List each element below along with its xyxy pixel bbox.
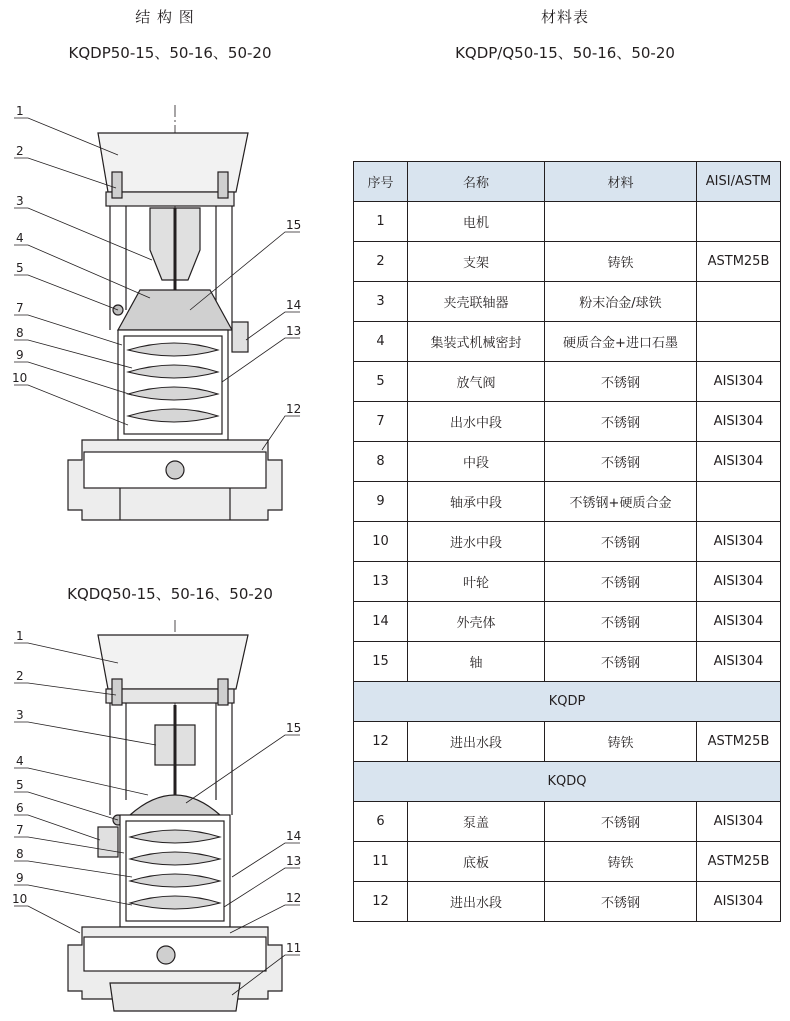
cell: 11 <box>354 842 408 882</box>
table-row <box>354 802 781 842</box>
callout-label: 14 <box>286 298 302 312</box>
cell: ASTM25B <box>697 722 781 762</box>
callout-label: 5 <box>16 778 24 792</box>
callout-label: 7 <box>16 823 24 837</box>
table-row <box>354 882 781 922</box>
section-label: KQDP <box>354 682 781 722</box>
cell: 不锈钢 <box>545 882 697 922</box>
kqdp-drawing-subtitle: KQDP50-15、50-16、50-20 <box>68 44 272 62</box>
table-header-row <box>354 162 781 202</box>
cell: 2 <box>354 242 408 282</box>
cell: AISI304 <box>697 442 781 482</box>
table-row <box>354 642 781 682</box>
cell: 13 <box>354 562 408 602</box>
section-label: KQDQ <box>354 762 781 802</box>
table-row <box>354 322 781 362</box>
cell: 硬质合金+进口石墨 <box>545 322 697 362</box>
materials-subtitle: KQDP/Q50-15、50-16、50-20 <box>455 44 675 62</box>
kqdp-sectional-drawing <box>0 100 320 530</box>
cell: 不锈钢 <box>545 362 697 402</box>
cell: 12 <box>354 722 408 762</box>
table-row <box>354 842 781 882</box>
table-row <box>354 202 781 242</box>
cell: 不锈钢 <box>545 522 697 562</box>
callout-label: 14 <box>286 829 302 843</box>
kqdq-drawing-subtitle: KQDQ50-15、50-16、50-20 <box>67 585 273 603</box>
callout-label: 12 <box>286 891 302 905</box>
cell: 不锈钢 <box>545 602 697 642</box>
cell: 14 <box>354 602 408 642</box>
materials-table <box>353 161 781 922</box>
cell: 泵盖 <box>408 802 545 842</box>
cell: 出水中段 <box>408 402 545 442</box>
cell: 夹壳联轴器 <box>408 282 545 322</box>
header-cell: 材料 <box>545 162 697 202</box>
cell <box>545 202 697 242</box>
cell: AISI304 <box>697 562 781 602</box>
header-cell: 名称 <box>408 162 545 202</box>
cell: 3 <box>354 282 408 322</box>
callout-label: 10 <box>12 371 28 385</box>
section-row-kqdp <box>354 682 781 722</box>
structure-title: 结 构 图 <box>135 8 195 26</box>
cell: 铸铁 <box>545 842 697 882</box>
cell: ASTM25B <box>697 842 781 882</box>
callout-label: 15 <box>286 721 302 735</box>
section-row-kqdq <box>354 762 781 802</box>
callout-label: 12 <box>286 402 302 416</box>
callout-label: 4 <box>16 231 24 245</box>
table-row <box>354 242 781 282</box>
cell: 5 <box>354 362 408 402</box>
cell: 轴承中段 <box>408 482 545 522</box>
cell: AISI304 <box>697 402 781 442</box>
callout-label: 8 <box>16 847 24 861</box>
callout-label: 4 <box>16 754 24 768</box>
callout-label: 5 <box>16 261 24 275</box>
table-row <box>354 402 781 442</box>
cell: 9 <box>354 482 408 522</box>
cell: AISI304 <box>697 522 781 562</box>
cell <box>697 282 781 322</box>
cell: 中段 <box>408 442 545 482</box>
callout-label: 13 <box>286 324 302 338</box>
table-row <box>354 482 781 522</box>
cell: 12 <box>354 882 408 922</box>
table-row <box>354 522 781 562</box>
header-cell: AISI/ASTM <box>697 162 781 202</box>
cell: 不锈钢 <box>545 562 697 602</box>
callout-label: 6 <box>16 801 24 815</box>
cell: 不锈钢 <box>545 802 697 842</box>
cell: 不锈钢 <box>545 442 697 482</box>
cell: 进出水段 <box>408 722 545 762</box>
cell: 4 <box>354 322 408 362</box>
cell: 铸铁 <box>545 722 697 762</box>
cell: 不锈钢+硬质合金 <box>545 482 697 522</box>
header-cell: 序号 <box>354 162 408 202</box>
cell: 15 <box>354 642 408 682</box>
cell: 电机 <box>408 202 545 242</box>
cell: AISI304 <box>697 882 781 922</box>
cell: 放气阀 <box>408 362 545 402</box>
cell: 不锈钢 <box>545 402 697 442</box>
callout-label: 2 <box>16 669 24 683</box>
callout-label: 11 <box>286 941 302 955</box>
cell: 6 <box>354 802 408 842</box>
cell: 外壳体 <box>408 602 545 642</box>
cell: AISI304 <box>697 362 781 402</box>
cell: 8 <box>354 442 408 482</box>
materials-title: 材料表 <box>540 8 589 26</box>
callout-label: 9 <box>16 348 24 362</box>
cell: 铸铁 <box>545 242 697 282</box>
cell: AISI304 <box>697 602 781 642</box>
cell <box>697 202 781 242</box>
table-row <box>354 362 781 402</box>
callout-label: 15 <box>286 218 302 232</box>
table-row <box>354 282 781 322</box>
table-row <box>354 442 781 482</box>
callout-label: 10 <box>12 892 28 906</box>
cell: 进出水段 <box>408 882 545 922</box>
cell: ASTM25B <box>697 242 781 282</box>
callout-label: 2 <box>16 144 24 158</box>
kqdq-sectional-drawing <box>0 615 320 1015</box>
cell <box>697 482 781 522</box>
callout-label: 1 <box>16 104 24 118</box>
cell: AISI304 <box>697 802 781 842</box>
table-row <box>354 722 781 762</box>
callout-label: 1 <box>16 629 24 643</box>
table-row <box>354 602 781 642</box>
cell: 集装式机械密封 <box>408 322 545 362</box>
callout-label: 3 <box>16 708 24 722</box>
table-row <box>354 562 781 602</box>
cell: 支架 <box>408 242 545 282</box>
cell: 进水中段 <box>408 522 545 562</box>
cell: 粉末冶金/球铁 <box>545 282 697 322</box>
cell: 不锈钢 <box>545 642 697 682</box>
cell: 轴 <box>408 642 545 682</box>
cell: 底板 <box>408 842 545 882</box>
cell: 10 <box>354 522 408 562</box>
callout-label: 13 <box>286 854 302 868</box>
callout-label: 7 <box>16 301 24 315</box>
cell: 叶轮 <box>408 562 545 602</box>
callout-label: 8 <box>16 326 24 340</box>
callout-label: 3 <box>16 194 24 208</box>
cell: 7 <box>354 402 408 442</box>
cell: AISI304 <box>697 642 781 682</box>
cell: 1 <box>354 202 408 242</box>
cell <box>697 322 781 362</box>
callout-label: 9 <box>16 871 24 885</box>
